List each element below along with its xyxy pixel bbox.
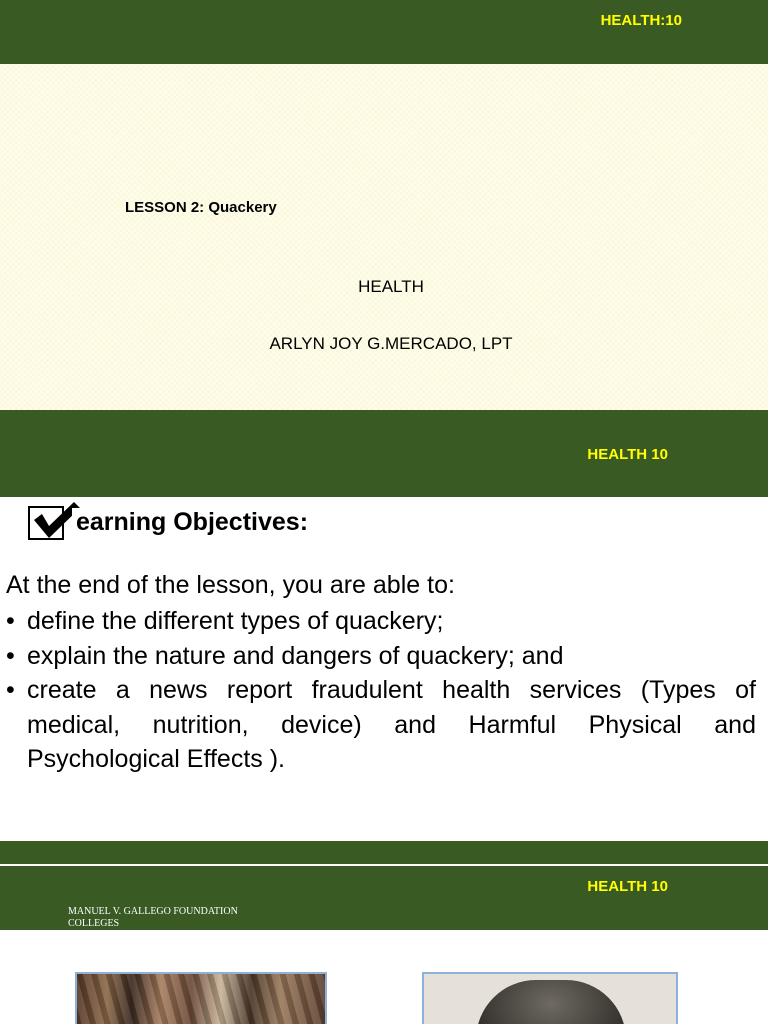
bullet-icon: • bbox=[6, 607, 15, 635]
slide1-header-label: HEALTH:10 bbox=[600, 12, 682, 29]
objective-text: define the different types of quackery; bbox=[27, 607, 444, 635]
slide2-header-band bbox=[0, 410, 768, 497]
list-item bbox=[6, 639, 756, 674]
lesson-title: LESSON 2: Quackery bbox=[125, 199, 277, 216]
objectives-intro: At the end of the lesson, you are able to: bbox=[6, 571, 455, 599]
market-photo bbox=[75, 972, 327, 1024]
list-item bbox=[6, 604, 756, 639]
author-text: ARLYN JOY G.MERCADO, LPT bbox=[269, 334, 513, 353]
slide3-header-label: HEALTH 10 bbox=[587, 878, 668, 895]
objectives-title: earning Objectives: bbox=[72, 508, 308, 537]
organization-name: MANUEL V. GALLEGO FOUNDATION COLLEGES bbox=[68, 906, 238, 929]
person-photo bbox=[422, 972, 678, 1024]
slide3-top-strip bbox=[0, 841, 768, 864]
objective-text: explain the nature and dangers of quackery; and bbox=[27, 641, 564, 670]
subject-text: HEALTH bbox=[358, 277, 424, 296]
slide2-header-label: HEALTH 10 bbox=[587, 446, 668, 463]
slide1-title-area bbox=[0, 64, 768, 410]
objective-text: create a news report fraudulent health services (Types of medical, nutrition, device) and Harmful Physical and Psychological Effects ). bbox=[27, 676, 756, 773]
slide3-header-band bbox=[0, 866, 768, 930]
slide1-header-band bbox=[0, 0, 768, 64]
objectives-list bbox=[6, 604, 756, 777]
objectives-heading bbox=[28, 504, 428, 542]
bullet-icon: • bbox=[6, 641, 15, 670]
list-item bbox=[6, 673, 756, 777]
bullet-icon: • bbox=[6, 676, 15, 704]
